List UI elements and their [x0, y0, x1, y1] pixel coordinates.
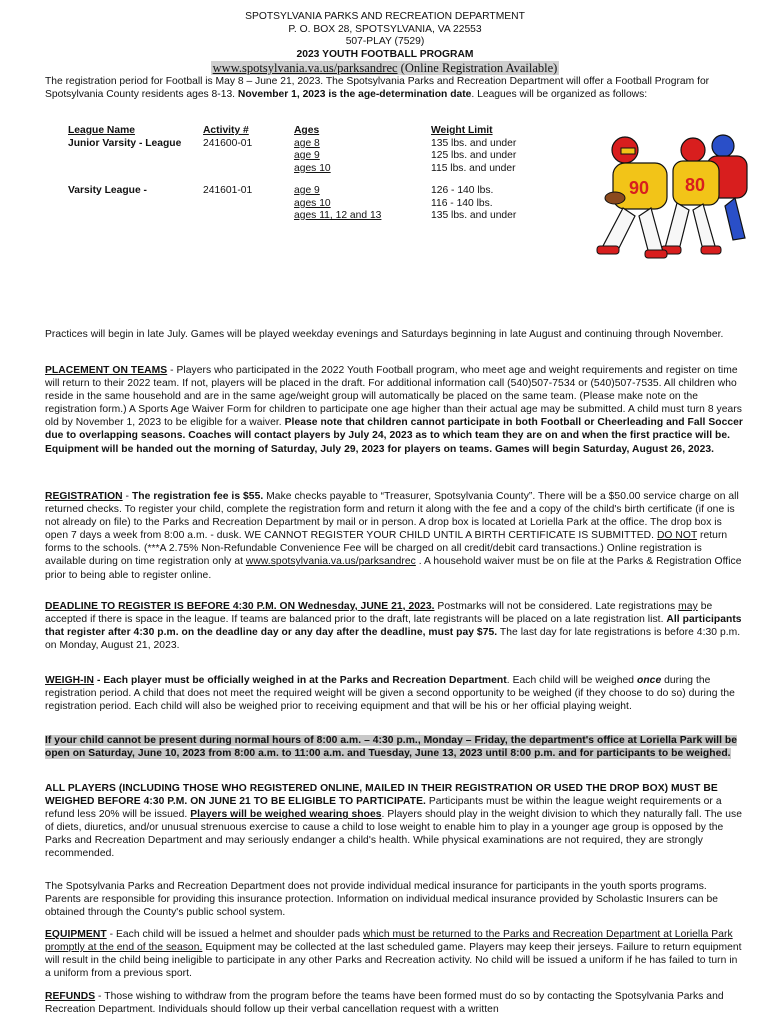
weight-item: 126 - 140 lbs.: [431, 185, 494, 196]
activity-number: 241601-01: [203, 185, 253, 196]
refunds-heading: REFUNDS: [45, 991, 96, 1002]
ages-cell: [294, 185, 431, 223]
league-name: Junior Varsity - League: [68, 137, 182, 149]
age-item: age 9: [294, 150, 320, 161]
equipment-heading: EQUIPMENT: [45, 929, 107, 940]
registration-text-2: return forms to the schools. (***A 2.75% Non-Refundable Convenience Fee will be charged on all credit/debit card transactions.) Online registration is available during on time registration only at: [45, 530, 728, 568]
weigh-in-notice-text: If your child cannot be present during normal hours of 8:00 a.m. – 4:30 p.m., Monday – Friday, the department's office at Loriella Park will be open on Saturday, June 10, 2023 from 8:00 a.m. to 11:00 a.m. and Tuesday, June 13, 2023 until 8:00 p.m. and for participants to be weighed.: [45, 735, 738, 760]
equipment-text: - Each child will be issued a helmet and shoulder pads: [106, 929, 364, 940]
deadline-paragraph: [45, 600, 745, 652]
jersey-number-80: 80: [685, 175, 706, 195]
table-row: [68, 138, 561, 176]
age-item: ages 10: [294, 197, 331, 209]
deadline-text-2: be accepted if there is space in the league. If teams are balanced prior to the draft, late registrants will be placed on a late registration list.: [45, 601, 713, 626]
registration-text: Make checks payable to “Treasurer, Spotsylvania County”. There will be a $50.00 service charge on all returned checks. To register your child, complete the registration form and return it along with the fee and a copy of the child's birth certificate (if one is not already on file) to the Parks and Recreation Department by mail or in person. A drop box is located at Loriella Park at the office. The drop box is open 7 days a week from 8:00 a.m. - dusk. WE CANNOT REGISTER YOUR CHILD UNTIL A BIRTH CERTIFICATE IS SUBMITTED.: [45, 491, 739, 542]
refunds-paragraph: [45, 990, 745, 1016]
weighin-bold: - Each player must be officially weighed in at the Parks and Recreation Department: [94, 675, 507, 686]
late-fee-text: All participants that register after 4:30 p.m. on the deadline day or any day after the deadline, must pay $75.: [45, 614, 742, 639]
registration-link[interactable]: www.spotsylvania.va.us/parksandrec: [245, 556, 416, 568]
col-weight: Weight Limit: [431, 125, 493, 136]
placement-heading: PLACEMENT ON TEAMS: [45, 365, 168, 376]
weight-item: 135 lbs. and under: [431, 210, 517, 221]
age-item: ages 10: [294, 162, 331, 174]
intro-text: The registration period for Football is May 8 – June 21, 2023. The Spotsylvania Parks and Recreation Department will offer a Football Program for Spotsylvania County residents ages 8-13.: [45, 76, 710, 100]
practices-paragraph: Practices will begin in late July. Games will be played weekday evenings and Saturdays beginning in late August and continuing through November.: [45, 329, 724, 340]
league-name: Varsity League -: [68, 185, 147, 196]
intro-paragraph: [45, 75, 745, 101]
all-players-text: Participants must be within the league weight requirements or a refund less 20% will be issued.: [45, 796, 722, 821]
deadline-text: Postmarks will not be considered. Late registrations: [434, 601, 679, 612]
letterhead: [0, 11, 770, 76]
table-row: [68, 185, 561, 223]
weigh-in-notice: [45, 734, 745, 760]
weighin-text-2: during the registration period. A child that does not meet the required weight will be given a second opportunity to be weighed (if they choose to do so) during the registration period. Each child will also be weighed prior to receiving equipment and that will be his or her official playing weight.: [45, 675, 735, 713]
once-text: once: [636, 675, 662, 686]
ages-cell: [294, 138, 431, 176]
col-activity: Activity #: [203, 125, 249, 136]
weights-cell: [431, 138, 561, 176]
activity-number: 241600-01: [203, 137, 253, 149]
web-line: [0, 61, 770, 76]
age-item: ages 11, 12 and 13: [294, 210, 382, 221]
online-note: (Online Registration Available): [400, 61, 558, 75]
jersey-number-90: 90: [629, 178, 650, 198]
website-link[interactable]: www.spotsylvania.va.us/parksandrec: [212, 61, 398, 75]
placement-bold: Please note that children cannot participate in both Football or Cheerleading and Fall Soccer due to overlapping seasons. Coaches will contact players by July 24, 2023 as to which team they are on and when the first practice will be. Equipment will be handed out the morning of Saturday, July 29, 2023 for players on teams. Games will begin Saturday, August 26, 2023.: [45, 417, 743, 455]
equipment-text-2: Equipment may be collected at the last scheduled game. Players may keep their jerseys. Failure to return equipment will result in the child being ineligible to participate in any other Parks and Recreation activity. No child will be issued a uniform if he has failed to turn in a uniform from a previous sport.: [45, 942, 742, 980]
department-name: SPOTSYLVANIA PARKS AND RECREATION DEPARTMENT: [245, 11, 525, 22]
weight-item: 135 lbs. and under: [431, 137, 517, 149]
may-text: may: [678, 601, 698, 612]
refunds-text: - Those wishing to withdraw from the program before the teams have been formed must do so by contacting the Spotsylvania Parks and Recreation Department. Individuals should follow up their verbal cancellation request with a written: [45, 991, 724, 1016]
placement-text: - Players who participated in the 2022 Youth Football program, who meet age and weight requirements and register on time will return to their 2022 team. If not, players will be placed in the draft. For additional information call (540)507-7534 or (540)507-7535. All children who reside in the same household and are in the same age/weight group will automatically be placed on the same team. (Please make note on the registration form.) A Sports Age Waiver Form for children to participate one age higher than their actual age may be submitted. A child must turn 8 years old by November 1, 2023 to be eligible for a waiver.: [45, 365, 742, 429]
phone: 507-PLAY (7529): [345, 36, 425, 47]
intro-tail: . Leagues will be organized as follows:: [471, 89, 648, 100]
football-icon: [605, 192, 625, 204]
age-determination-date: November 1, 2023 is the age-determination date: [237, 89, 472, 100]
weight-item: 125 lbs. and under: [431, 150, 517, 161]
weight-item: 116 - 140 lbs.: [431, 197, 493, 209]
shoes-text: Players will be weighed wearing shoes: [190, 809, 382, 821]
registration-text-3: . A household waiver must be on file at the Parks & Registration Office prior to being able to register online.: [45, 556, 742, 581]
equipment-paragraph: [45, 928, 745, 980]
table-header-row: [68, 125, 561, 138]
program-title: 2023 YOUTH FOOTBALL PROGRAM: [296, 48, 474, 60]
all-players-paragraph: [45, 782, 745, 861]
insurance-paragraph: The Spotsylvania Parks and Recreation Department does not provide individual medical insurance for participants in the youth sports programs. Parents are responsible for providing this insurance protection. Information on individual medical insurance provided by Scholastic Insurers can be obtained through the County's public school system.: [45, 881, 719, 919]
age-item: age 8: [294, 137, 320, 149]
registration-paragraph: REGISTRATION - The registration fee is $55. Make checks payable to “Treasurer, Spotsylvania County”. There will be a $50.00 service charge on all returned checks. To register your child, complete the registration form and return it along with the fee and a copy of the child's birth certificate (if one is not already on file) to the Parks and Recreation Department by mail or in person. A drop box is located at Loriella Park at the office. The drop box is open 7 days a week from 8:00 a.m. - dusk. WE CANNOT REGISTER YOUR CHILD UNTIL A BIRTH CERTIFICATE IS SUBMITTED. DO NOT return forms to the schools. (***A 2.75% Non-Refundable Convenience Fee will be charged on all credit/debit card transactions.) Online registration is available during on time registration only at www.spotsylvania.va.us/parksandrec . A household waiver must be on file at the Parks & Registration Office prior to being able to register online.: [45, 491, 742, 581]
deadline-text-3: The last day for late registrations is before 4:30 p.m. on Monday, August 21, 2023.: [45, 627, 741, 652]
weight-item: 115 lbs. and under: [431, 162, 516, 174]
all-players-text-2: . Players should play in the weight division to which they naturally fall. The use of diets, diuretics, and/or unusual strenuous exercise to cause a child to lose weight to enable him to play in a younger age group is opposed by the Parks and Recreation Department and may seriously endanger a child's health. While physical examinations are not required, they are strongly recommended.: [45, 809, 743, 860]
do-not-text: DO NOT: [656, 530, 698, 542]
all-players-bold: ALL PLAYERS (INCLUDING THOSE WHO REGISTERED ONLINE, MAILED IN THEIR REGISTRATION OR USED THE DROP BOX) MUST BE WEIGHED BEFORE 4:30 P.M. ON JUNE 21 TO BE ELIGIBLE TO PARTICIPATE.: [45, 783, 718, 808]
address: P. O. BOX 28, SPOTSYLVANIA, VA 22553: [288, 23, 482, 35]
placement-paragraph: [45, 364, 745, 456]
weighin-text: . Each child will be weighed: [506, 675, 637, 686]
equipment-return-text: which must be returned to the Parks and Recreation Department at Loriella Park promptly at the end of the season.: [45, 929, 733, 954]
col-ages: Ages: [294, 125, 320, 136]
registration-heading: REGISTRATION: [45, 491, 123, 502]
deadline-heading: DEADLINE TO REGISTER IS BEFORE 4:30 P.M. ON Wednesday, JUNE 21, 2023.: [45, 601, 435, 612]
col-league-name: League Name: [68, 125, 135, 136]
age-item: age 9: [294, 185, 320, 196]
weights-cell: [431, 185, 561, 223]
weighin-paragraph: [45, 674, 745, 713]
football-players-clipart: [585, 128, 760, 263]
player-middle: [661, 138, 721, 254]
player-front: [597, 137, 667, 258]
league-table: [68, 125, 561, 223]
weighin-heading: WEIGH-IN: [45, 675, 95, 686]
registration-fee: The registration fee is $55.: [131, 491, 264, 502]
